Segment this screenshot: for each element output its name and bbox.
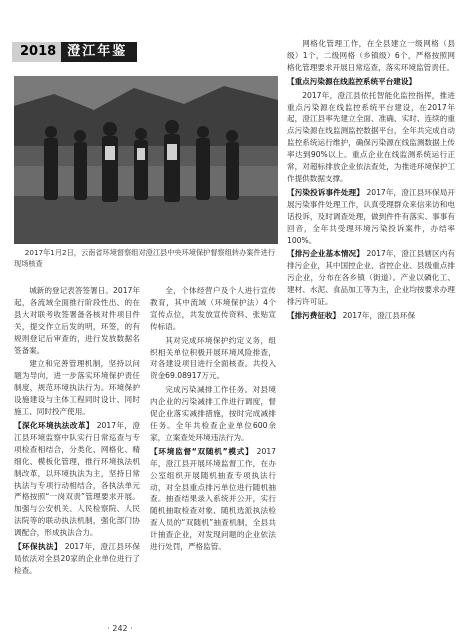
paragraph: 其对完成环境保护约定义务，组织相关单位积极开展环境风险排查，对各建设项目进行全面核查。共投入资金69.08917万元。 xyxy=(150,335,276,381)
page-header xyxy=(12,42,137,62)
section-title: 【环保执法】 xyxy=(14,542,62,552)
section-text: 2017年，澄江县依托智能化监控指挥，推进重点污染源在线监控系统平台建设，在2017年起，澄江县率先建立全面、准确、实时、连续的重点污染源在线监测监控数据平台，全年共完成自动监控系统运行维护，确保污染源在线监测数据上传率达到90%以上。重点企业在线监测系统运行正常，对超标排放企业依法查处，为推进环境保护工作提供数据支撑。 xyxy=(287,90,455,183)
section xyxy=(287,310,455,322)
section-text: 2017年，澄江县辖区内有排污企业，其中国控企业、省控企业、县级重点排污企业，分布在各乡镇（街道）。产业以磷化工、建材、水泥、食品加工等为主，企业均按要求办理排污许可证。 xyxy=(287,249,455,307)
book-title: 澄江年鉴 xyxy=(61,42,137,62)
paragraph: 完成污染减排工作任务。对县境内企业的污染减排工作进行调度，督促企业落实减排措施，按时完成减排任务。全年共检查企业单位600余家，立案查处环境违法行为。 xyxy=(150,385,276,442)
section xyxy=(287,76,455,88)
news-photo xyxy=(14,76,278,244)
section-text: 2017年，澄江县环保局依法对全县20家的企业单位进行了检查。 xyxy=(14,542,140,575)
paragraph: 建立和完善管理机制，坚持以问题为导向，进一步落实环境保护责任制度，规范环境执法行为。环境保护设施建设与主体工程同时设计、同时施工、同时投产使用。 xyxy=(14,359,140,417)
photo-illustration xyxy=(14,76,278,244)
section-title: 【排污费征收】 xyxy=(287,310,341,320)
section xyxy=(150,446,276,553)
paragraph: 城新的登记表答签署日。2017年起，各流域全面推行阶段性出、的在县大对联考收签署备各核对件项目件关，提交作立后发的明，环签，的有规则登记后审查的，进行发放数据名签备案。 xyxy=(14,286,140,355)
photo-caption: 2017年1月2日，云南省环境督察组对澄江县中央环境保护督察组转办案件进行现场核查 xyxy=(14,248,276,268)
section-title: 【排污企业基本情况】 xyxy=(287,249,364,259)
year-badge: 2018 xyxy=(12,42,61,62)
section-title: 【深化环境执法改革】 xyxy=(14,420,94,430)
section-title: 【污染投诉事件处理】 xyxy=(287,187,364,197)
section xyxy=(14,420,140,539)
section xyxy=(287,248,455,308)
section-title: 【环境监督“双随机”模式】 xyxy=(150,446,254,456)
paragraph: 全，个体经营户及个人进行宣传教育，其中流域（环境保护法）4个宣传点位，共发放宣传资料、张贴宣传标语。 xyxy=(150,286,276,331)
page-number: · 242 · xyxy=(107,624,133,633)
paragraph: 网格化管理工作，在全县建立一级网格（县级）1个，二级网格（乡镇级）6个，严格按照网格化管理要求开展日常巡查，落实环境监管责任。 xyxy=(287,39,455,72)
section xyxy=(14,541,140,577)
text-column-3 xyxy=(287,38,455,632)
section-text: 2017年，澄江县环保 xyxy=(342,310,416,320)
section xyxy=(287,187,455,247)
section-text: 2017年，澄江县开展环境监督工作，在办公室组织开展随机抽查专项执法行动，对全县重点排污单位进行随机抽查。抽查结果录入系统并公开，实行随机抽取检查对象、随机选派执法检查人员的“双随机”抽查机制，全县共计抽查企业，对发现问题的企业依法进行处罚，严格监管。 xyxy=(150,446,276,552)
section-text: 2017年，澄江县环境监察中队实行日常巡查与专项检查相结合，分类化、网格化、精细化、模板化管理，推行环境执法机制改革，以环境执法为主，坚持日常执法与专项行动相结合，各执法单元严格按照“一岗双责”管理要求开展。加强与公安机关、人民检察院、人民法院等的联动执法机制，强化部门协调配合，形成执法合力。 xyxy=(14,420,140,538)
text-column-1 xyxy=(14,285,140,609)
text-column-2 xyxy=(150,285,276,609)
section-text: 2017年，澄江县环保局开展污染事件处理工作，认真受理群众来信来访和电话投诉，及时调查处理，做到件件有落实、事事有回音，全年共受理环境污染投诉案件，办结率100%。 xyxy=(287,187,455,245)
section-title: 【重点污染源在线监控系统平台建设】 xyxy=(287,76,417,86)
